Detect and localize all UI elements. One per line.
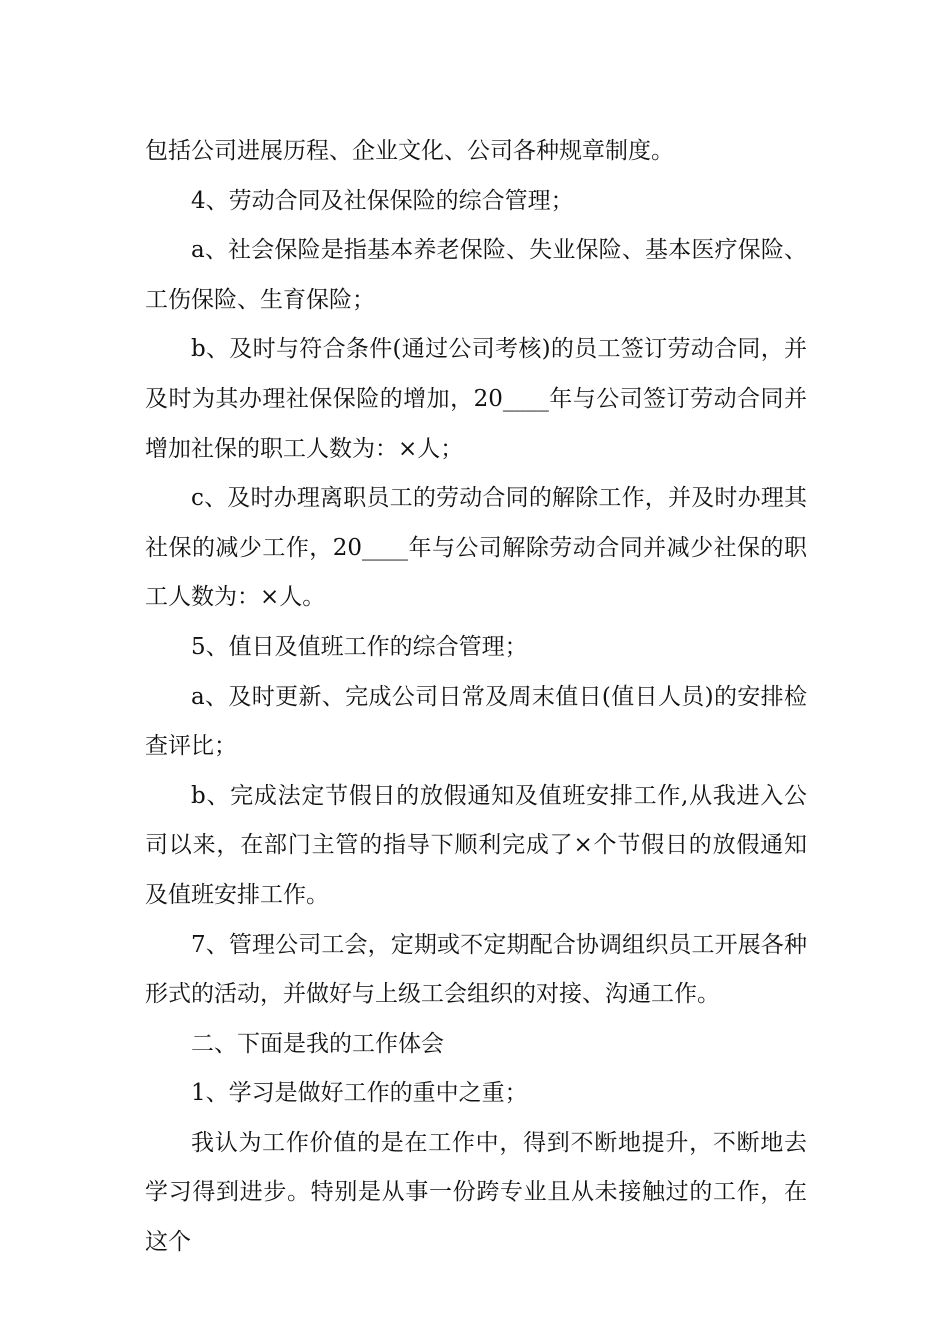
paragraph-item-2-1: 1、学习是做好工作的重中之重；: [191, 1080, 528, 1107]
paragraph-item-5: 5、值日及值班工作的综合管理；: [191, 633, 528, 660]
paragraph-item-4a: a、社会保险是指基本养老保险、失业保险、基本医疗保险、工伤保险、生育保险；: [145, 237, 807, 313]
document-body: [145, 127, 807, 1268]
paragraph-item-4c: c、及时办理离职员工的劳动合同的解除工作，并及时办理其社保的减少工作，20____年与公司解除劳动合同并减少社保的职工人数为：×人。: [145, 485, 807, 611]
paragraph-item-5a: a、及时更新、完成公司日常及周末值日(值日人员)的安排检查评比；: [145, 683, 807, 760]
paragraph-item-4b: b、及时与符合条件(通过公司考核)的员工签订劳动合同，并及时为其办理社保保险的增加，20____年与公司签订劳动合同并增加社保的职工人数为：×人；: [145, 336, 807, 462]
paragraph-item-5b: b、完成法定节假日的放假通知及值班安排工作,从我进入公司以来，在部门主管的指导下顺利完成了×个节假日的放假通知及值班安排工作。: [145, 782, 807, 908]
paragraph-continuation: 包括公司进展历程、企业文化、公司各种规章制度。: [145, 138, 674, 164]
paragraph-item-7: 7、管理公司工会，定期或不定期配合协调组织员工开展各种形式的活动，并做好与上级工会组织的对接、沟通工作。: [145, 931, 807, 1008]
paragraph-item-4: 4、劳动合同及社保保险的综合管理；: [191, 187, 574, 214]
section-heading-2: 二、下面是我的工作体会: [191, 1030, 444, 1057]
paragraph-body-text: 我认为工作价值的是在工作中，得到不断地提升，不断地去学习得到进步。特别是从事一份跨专业且从未接触过的工作，在这个: [145, 1129, 807, 1256]
